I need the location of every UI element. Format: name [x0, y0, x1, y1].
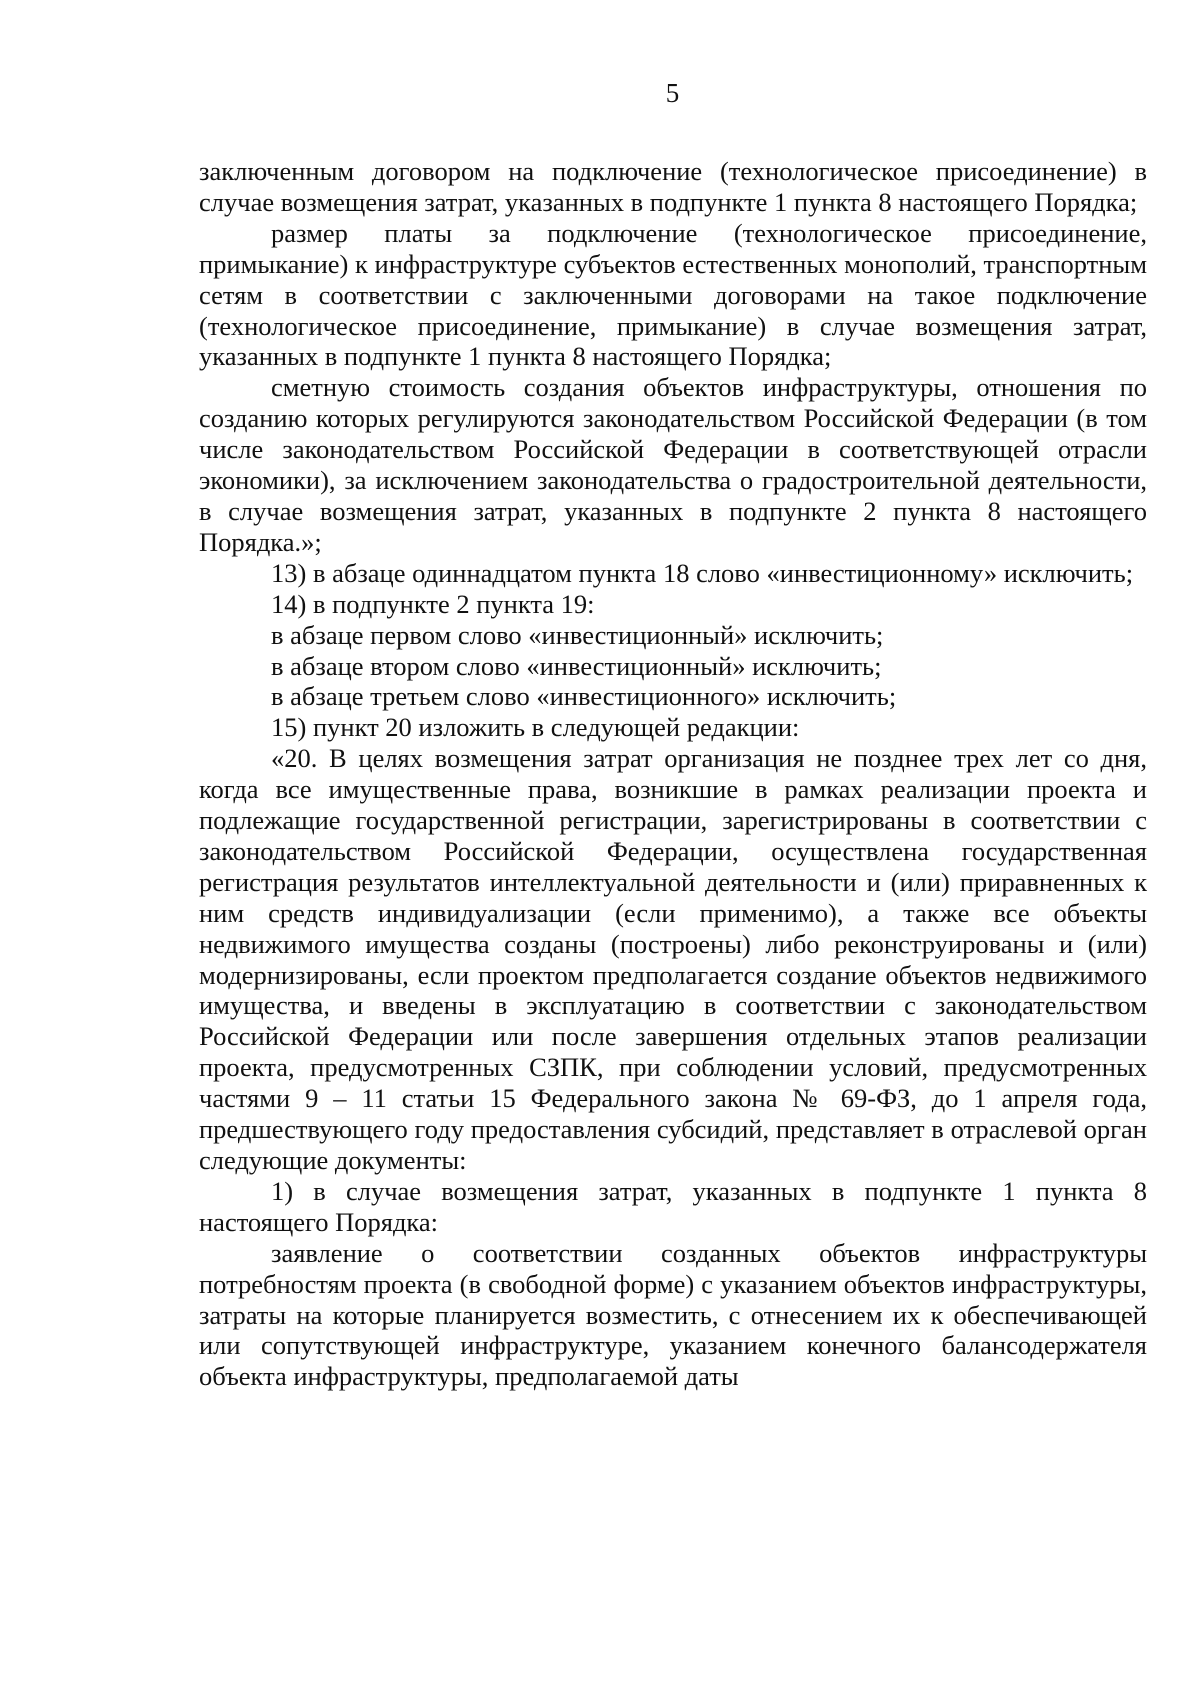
document-body: [199, 156, 1147, 1392]
paragraph: сметную стоимость создания объектов инфраструктуры, отношения по созданию которых регулируются законодательством Российской Федерации (в том числе законодательством Российской Федерации в соответствующей отрасли экономики), за исключением законодательства о градостроительной деятельности, в случае возмещения затрат, указанных в подпункте 2 пункта 8 настоящего Порядка.»;: [199, 372, 1147, 557]
paragraph: размер платы за подключение (технологическое присоединение, примыкание) к инфраструктуре субъектов естественных монополий, транспортным сетям в соответствии с заключенными договорами на такое подключение (технологическое присоединение, примыкание) в случае возмещения затрат, указанных в подпункте 1 пункта 8 настоящего Порядка;: [199, 217, 1147, 372]
paragraph: 13) в абзаце одиннадцатом пункта 18 слово «инвестиционному» исключить;: [271, 557, 1134, 588]
paragraph: 14) в подпункте 2 пункта 19:: [271, 588, 595, 619]
paragraph: в абзаце втором слово «инвестиционный» исключить;: [271, 650, 882, 681]
paragraph: в абзаце третьем слово «инвестиционного» исключить;: [271, 681, 897, 712]
paragraph: в абзаце первом слово «инвестиционный» исключить;: [271, 619, 884, 650]
paragraph: «20. В целях возмещения затрат организация не позднее трех лет со дня, когда все имущественные права, возникшие в рамках реализации проекта и подлежащие государственной регистрации, зарегистрированы в соответствии с законодательством Российской Федерации, осуществлена государственная регистрация результатов интеллектуальной деятельности и (или) приравненных к ним средств индивидуализации (если применимо), а также все объекты недвижимого имущества созданы (построены) либо реконструированы и (или) модернизированы, если проектом предполагается создание объектов недвижимого имущества, и введены в эксплуатацию в соответствии с законодательством Российской Федерации или после завершения отдельных этапов реализации проекта, предусмотренных СЗПК, при соблюдении условий, предусмотренных частями 9 – 11 статьи 15 Федерального закона № 69-ФЗ, до 1 апреля года, предшествующего году предоставления субсидий, представляет в отраслевой орган следующие документы:: [199, 743, 1147, 1175]
paragraph: заключенным договором на подключение (технологическое присоединение) в случае возмещения затрат, указанных в подпункте 1 пункта 8 настоящего Порядка;: [199, 156, 1147, 217]
paragraph: 1) в случае возмещения затрат, указанных в подпункте 1 пункта 8 настоящего Порядка:: [199, 1175, 1147, 1237]
page-number: 5: [665, 78, 680, 108]
paragraph: 15) пункт 20 изложить в следующей редакции:: [271, 712, 800, 743]
paragraph: заявление о соответствии созданных объектов инфраструктуры потребностям проекта (в свободной форме) с указанием объектов инфраструктуры, затраты на которые планируется возместить, с отнесением их к обеспечивающей или сопутствующей инфраструктуре, указанием конечного балансодержателя объекта инфраструктуры, предполагаемой даты: [199, 1237, 1147, 1392]
